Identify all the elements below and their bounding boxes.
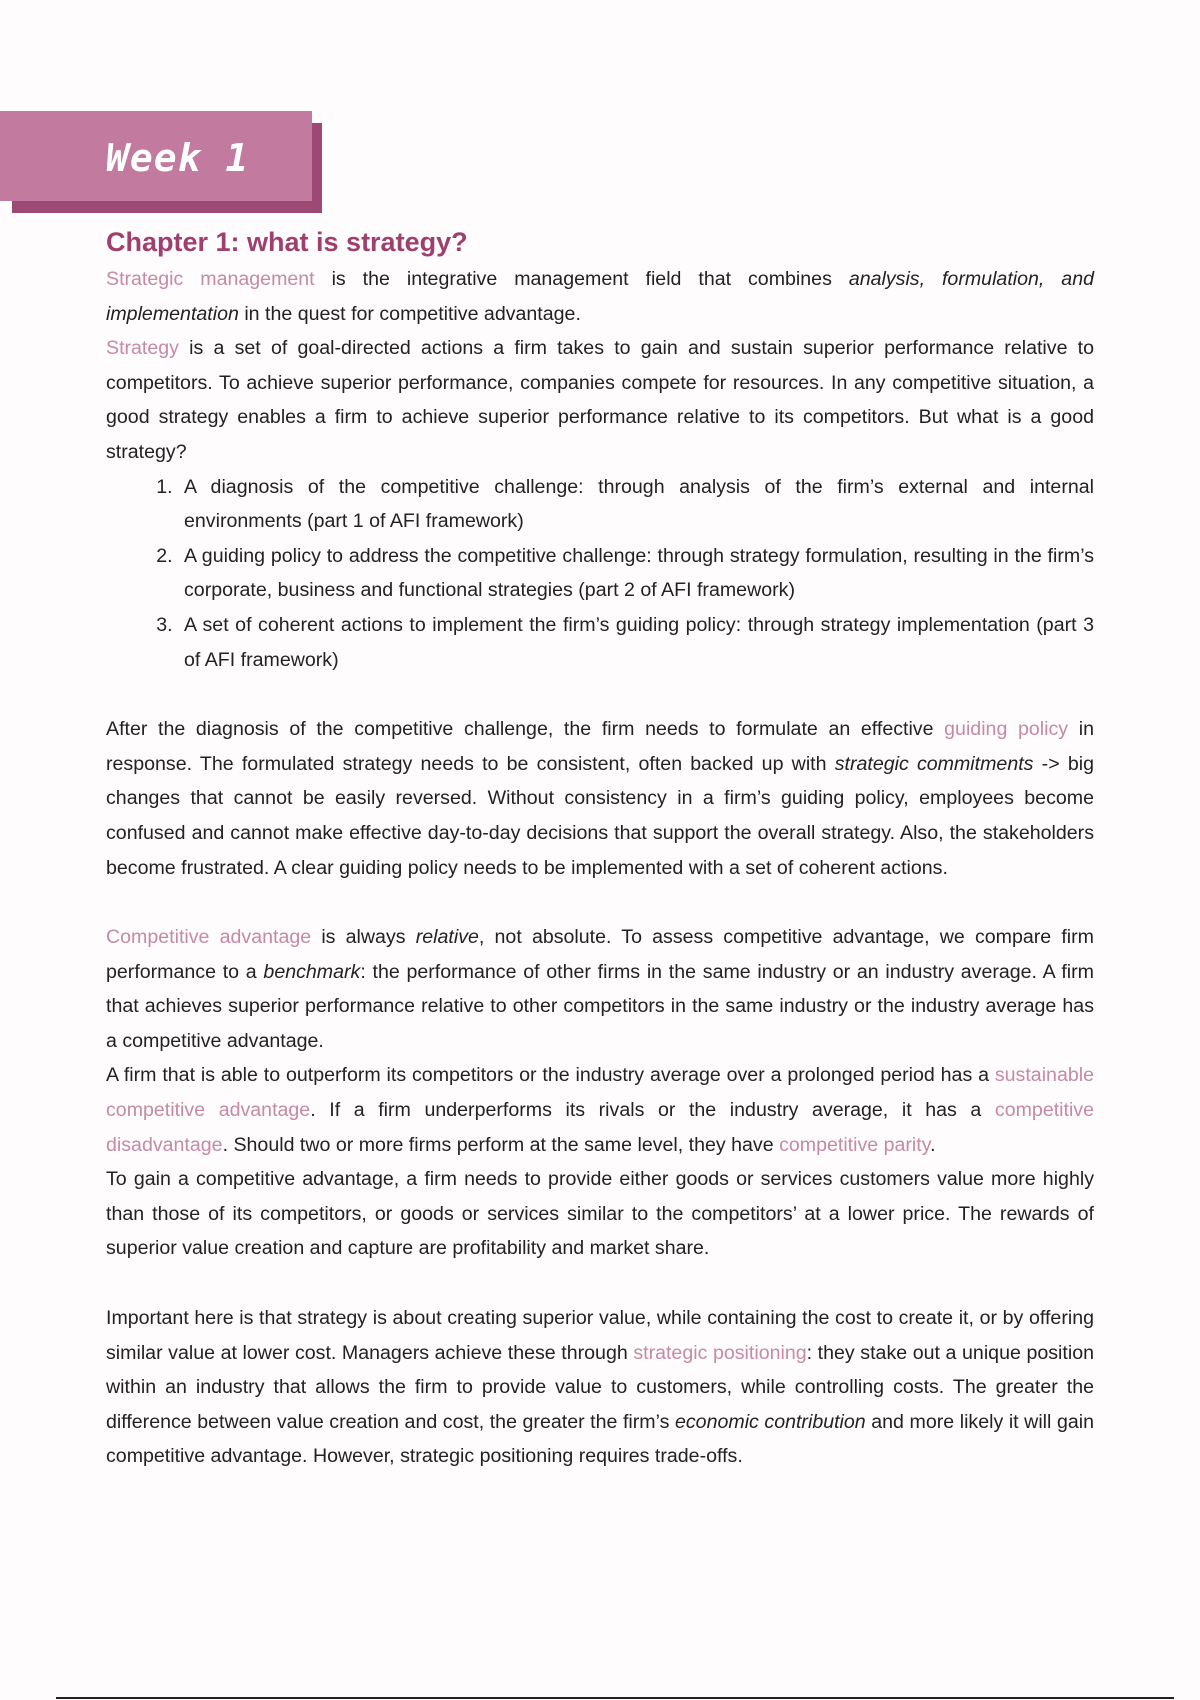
text: To gain a competitive advantage, a firm needs to provide either goods or services customers value more highly than those of its competitors, or goods or services similar to the competitors’ at a lower price. The rewards of superior value creation and capture are profitability and market share.	[106, 1168, 1094, 1260]
document-body	[106, 222, 1094, 1474]
list-item: 1. A diagnosis of the competitive challenge: through analysis of the firm’s external and internal environments (part 1 of AFI framework)	[178, 470, 1094, 539]
paragraph-guiding-policy	[106, 712, 1094, 885]
page-bottom-rule	[56, 1697, 1174, 1699]
keyword-competitive-parity: competitive parity	[779, 1133, 931, 1156]
text: is the integrative management field that combines	[314, 268, 849, 290]
text: : they stake out a unique position within an industry that allows the firm to provide value to customers, while controlling costs. The greater the difference between value creation and cost, the greater the firm’s	[106, 1341, 1094, 1433]
emphasis: economic contribution	[674, 1410, 866, 1433]
text: , not absolute. To assess competitive advantage, we compare firm performance to a	[106, 926, 1094, 983]
text: in response. The formulated strategy needs to be consistent, often backed up with	[106, 718, 1094, 775]
chapter-title: Chapter 1: what is strategy?	[106, 227, 468, 257]
text: -> big changes that cannot be easily reversed. Without consistency in a firm’s guiding policy, employees become confused and cannot make effective day-to-day decisions that support the overall strategy. Also, the stakeholders become frustrated. A clear guiding policy needs to be implemented with a set of coherent actions.	[106, 752, 1094, 879]
spacer	[106, 885, 1094, 920]
emphasis: benchmark	[263, 960, 361, 983]
emphasis: strategic commitments	[834, 752, 1034, 775]
keyword-sustainable-competitive-advantage: sustainable competitive advantage	[106, 1064, 1094, 1122]
list-item: 3. A set of coherent actions to implement the firm’s guiding policy: through strategy implementation (part 3 of AFI framework)	[178, 608, 1094, 677]
paragraph-gain-advantage	[106, 1162, 1094, 1266]
text: in the quest for competitive advantage.	[238, 302, 581, 325]
text: . Should two or more firms perform at the same level, they have	[222, 1133, 780, 1156]
keyword-strategy: Strategy	[106, 337, 179, 360]
text: . If a firm underperforms its rivals or the industry average, it has a	[310, 1099, 995, 1122]
paragraph-strategy	[106, 331, 1094, 469]
good-strategy-list	[106, 470, 1094, 678]
emphasis: relative	[415, 926, 479, 949]
keyword-competitive-disadvantage: competitive disadvantage	[106, 1099, 1095, 1156]
week-title: Week 1	[106, 136, 250, 180]
keyword-strategic-positioning: strategic positioning	[633, 1341, 807, 1364]
list-item: 2. A guiding policy to address the competitive challenge: through strategy formulation, resulting in the firm’s corporate, business and functional strategies (part 2 of AFI framework)	[178, 539, 1094, 608]
text: A firm that is able to outperform its competitors or the industry average over a prolonged period has a	[106, 1064, 995, 1087]
text: : the performance of other firms in the same industry or an industry average. A firm that achieves superior performance relative to other competitors in the same industry or the industry average has a competitive advantage.	[106, 960, 1094, 1052]
paragraph-strategic-positioning	[106, 1301, 1094, 1474]
spacer	[106, 677, 1094, 712]
emphasis: analysis, formulation, and implementation	[106, 268, 1094, 325]
paragraph-sustainable-advantage	[106, 1058, 1094, 1162]
text: is always	[311, 926, 416, 949]
text: .	[930, 1133, 936, 1156]
paragraph-competitive-advantage	[106, 920, 1094, 1058]
keyword-guiding-policy: guiding policy	[944, 718, 1069, 741]
text: After the diagnosis of the competitive challenge, the firm needs to formulate an effective	[106, 718, 945, 741]
keyword-competitive-advantage: Competitive advantage	[106, 926, 312, 949]
keyword-strategic-management: Strategic management	[106, 268, 315, 290]
spacer	[106, 1266, 1094, 1301]
text: and more likely it will gain competitive advantage. However, strategic positioning requires trade-offs.	[106, 1410, 1094, 1468]
paragraph-strategic-management	[106, 262, 1094, 331]
text: Important here is that strategy is about creating superior value, while containing the cost to create it, or by offering similar value at lower cost. Managers achieve these through	[106, 1307, 1094, 1364]
text: is a set of goal-directed actions a firm takes to gain and sustain superior performance relative to competitors. To achieve superior performance, companies compete for resources. In any competitive situation, a good strategy enables a firm to achieve superior performance relative to its competitors. But what is a good strategy?	[106, 337, 1094, 463]
